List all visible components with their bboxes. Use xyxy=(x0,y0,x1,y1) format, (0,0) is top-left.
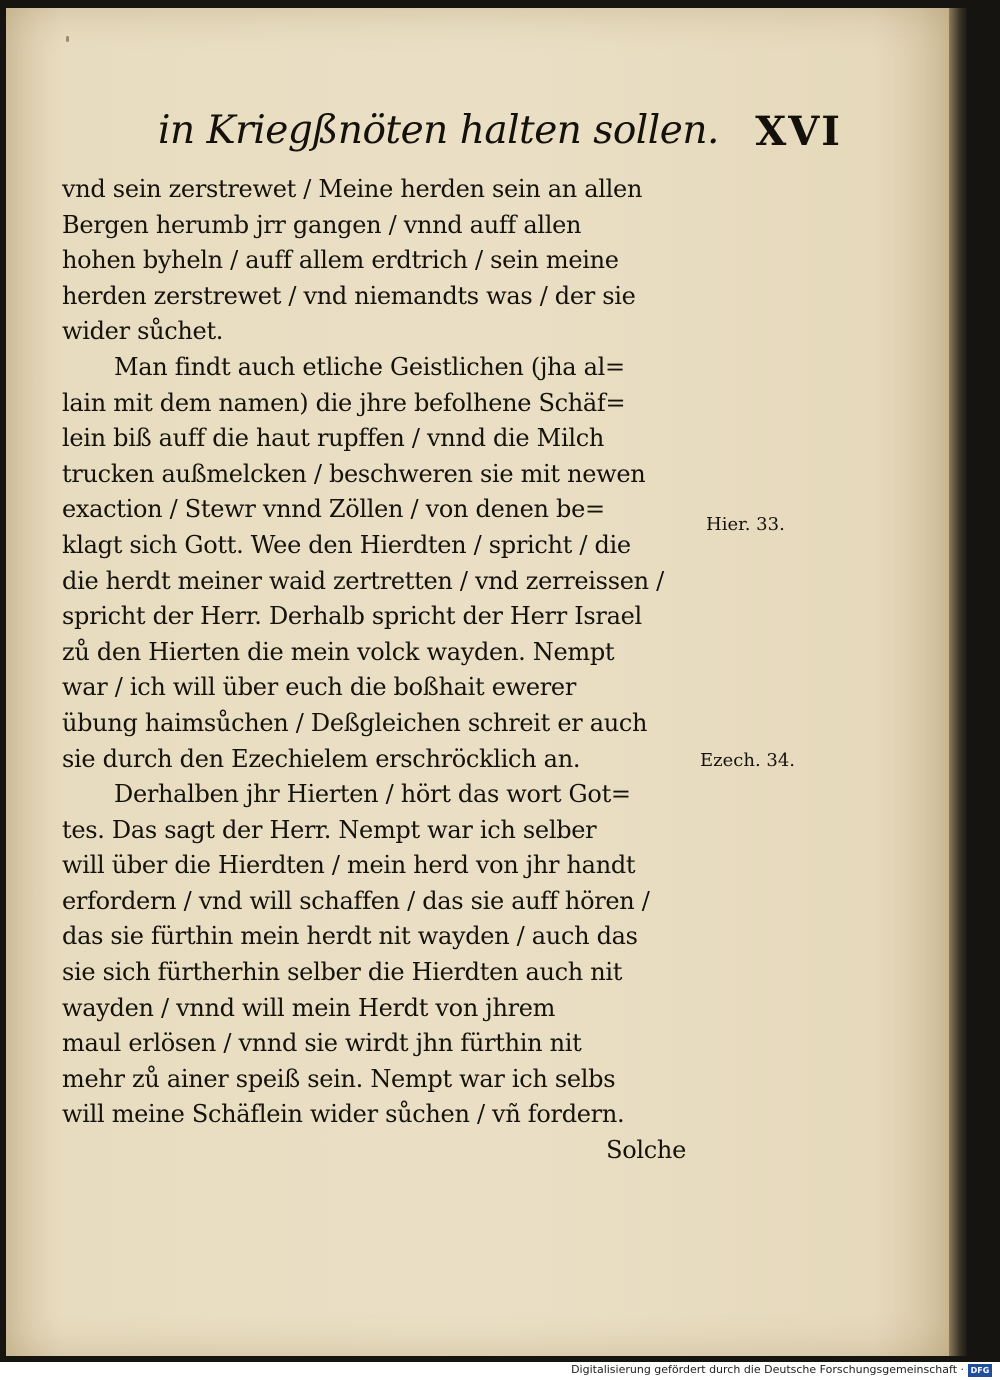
text-line: übung haimsůchen / Deßgleichen schreit er auch xyxy=(62,708,648,737)
text-line: mehr zů ainer speiß sein. Nempt war ich selbs xyxy=(62,1064,616,1093)
text-line: wayden / vnnd will mein Herdt von jhrem xyxy=(62,993,556,1022)
marginal-note: Hier. 33. xyxy=(706,514,785,535)
text-line: trucken außmelcken / beschweren sie mit newen xyxy=(62,459,646,488)
text-line: will meine Schäflein wider sůchen / vñ fordern. xyxy=(62,1100,625,1129)
footer-credit: Digitalisierung gefördert durch die Deutsche Forschungsgemeinschaft · xyxy=(571,1363,964,1376)
page-edge xyxy=(949,8,967,1356)
text-line: Bergen herumb jrr gangen / vnnd auff allen xyxy=(62,210,582,239)
text-line: war / ich will über euch die boßhait ewerer xyxy=(62,673,577,702)
paragraph-start-line: Man findt auch etliche Geistlichen (jha al= xyxy=(114,352,625,381)
running-title: in Kriegßnöten halten sollen. xyxy=(158,108,719,153)
catchword: Solche xyxy=(606,1136,686,1165)
dfg-logo: DFG xyxy=(968,1364,992,1377)
text-line: herden zerstrewet / vnd niemandts was / der sie xyxy=(62,281,636,310)
body-text xyxy=(62,172,702,1169)
folio-number: XVI xyxy=(755,108,842,155)
text-line: lein biß auff die haut rupffen / vnnd die Milch xyxy=(62,424,604,453)
text-line: das sie fürthin mein herdt nit wayden / auch das xyxy=(62,922,638,951)
text-line: hohen byheln / auff allem erdtrich / sein meine xyxy=(62,246,619,275)
text-line: erfordern / vnd will schaffen / das sie auff hören / xyxy=(62,886,650,915)
text-line: zů den Hierten die mein volck wayden. Nempt xyxy=(62,637,615,666)
text-line: die herdt meiner waid zertretten / vnd zerreissen / xyxy=(62,566,664,595)
text-line: tes. Das sagt der Herr. Nempt war ich selber xyxy=(62,815,597,844)
text-line: will über die Hierdten / mein herd von jhr handt xyxy=(62,851,636,880)
text-line: spricht der Herr. Derhalb spricht der Herr Israel xyxy=(62,602,642,631)
text-line: wider sůchet. xyxy=(62,317,224,346)
text-line: vnd sein zerstrewet / Meine herden sein an allen xyxy=(62,175,643,203)
text-line: sie durch den Ezechielem erschröcklich an. xyxy=(62,744,581,773)
marginal-note: Ezech. 34. xyxy=(700,750,796,771)
text-line: exaction / Stewr vnnd Zöllen / von denen be= xyxy=(62,495,605,524)
text-line: sie sich fürtherhin selber die Hierdten auch nit xyxy=(62,958,623,987)
running-head xyxy=(158,108,848,164)
text-line: lain mit dem namen) die jhre befolhene Schäf= xyxy=(62,388,626,417)
text-line: maul erlösen / vnnd sie wirdt jhn fürthin nit xyxy=(62,1029,582,1058)
margin-mark xyxy=(66,36,69,42)
text-line: klagt sich Gott. Wee den Hierdten / spricht / die xyxy=(62,530,631,559)
paragraph-start-line: Derhalben jhr Hierten / hört das wort Got= xyxy=(114,780,631,809)
